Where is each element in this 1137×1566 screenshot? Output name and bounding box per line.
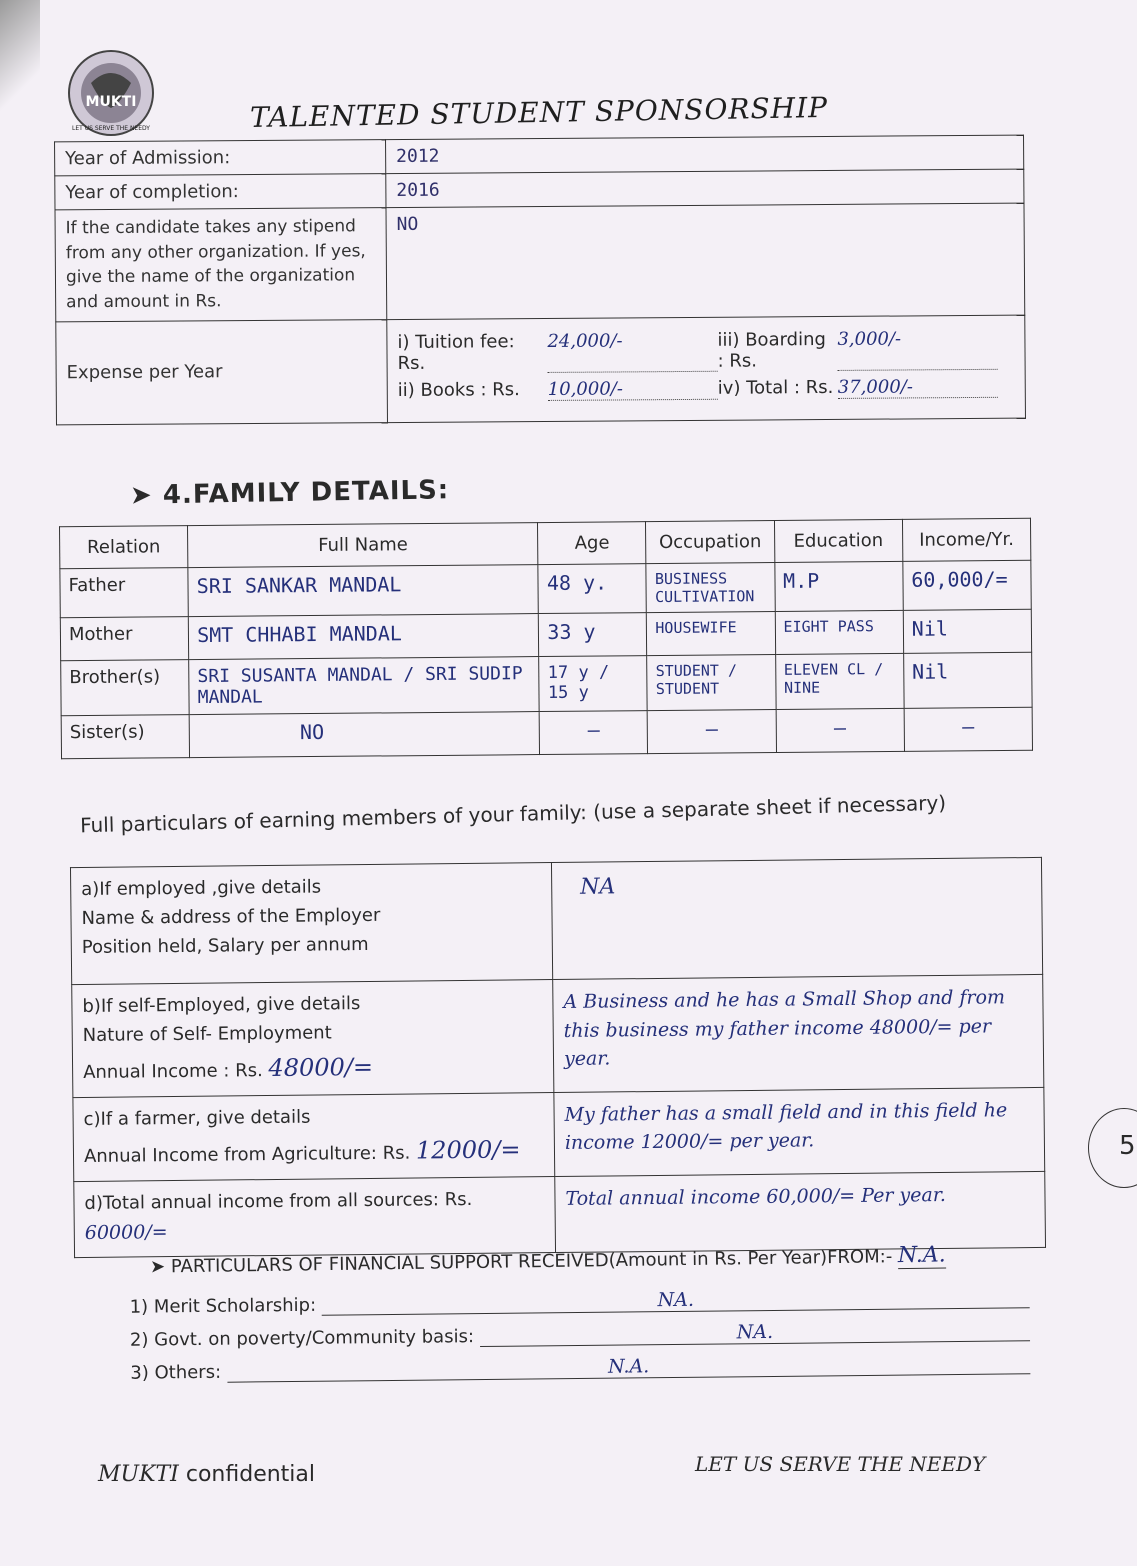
financial-heading-value: N.A. [897,1242,946,1269]
age-cell: 33 y [539,613,647,657]
relation-cell: Sister(s) [61,715,190,759]
employed-line-2: Name & address of the Employer [81,904,381,929]
education-cell: ELEVEN CL / NINE [775,653,904,709]
logo-text: MUKTI [85,94,137,110]
occupation-cell: STUDENT / STUDENT [647,655,776,711]
total-income-label: d)Total annual income from all sources: Rs. [84,1189,473,1215]
expense-grid [397,327,1014,401]
employed-line-1: a)If employed ,give details [81,876,322,900]
table-row [60,560,1031,617]
boarding-label: iii) Boarding : Rs. [717,328,826,372]
occupation-cell: HOUSEWIFE [647,612,776,656]
item-value: N.A. [227,1351,1030,1382]
col-age: Age [538,522,646,565]
mukti-logo [66,48,156,138]
arrow-bullet-icon: ➤ [129,480,154,511]
age-cell: 48 y. [538,564,646,614]
item-value: NA. [480,1318,1030,1347]
item-number: 2) [129,1329,149,1351]
stipend-label: If the candidate takes any stipend from any other organization. If yes, give the name of the organization and amount in Rs. [55,208,387,322]
scan-shadow [0,0,40,120]
footer-right: LET US SERVE THE NEEDY [695,1452,986,1476]
farmer-amount: 12000/= [415,1135,521,1165]
occupation-cell: BUSINESS CULTIVATION [646,563,775,613]
age-cell: 17 y / 15 y [539,656,647,712]
income-cell: — [904,707,1033,751]
financial-support-list [130,1285,1031,1393]
total-income-value: Total annual income 60,000/= Per year. [555,1172,1046,1253]
employed-value: NA [551,857,1042,979]
self-employed-value: A Business and he has a Small Shop and from this business my father income 48000/= per year. [553,974,1044,1092]
boarding-value: 3,000/- [837,327,997,370]
list-item [130,1318,1030,1350]
item-label: Others: [154,1361,222,1384]
admission-table [54,135,1026,425]
list-item [130,1351,1030,1383]
name-cell: SMT CHHABI MANDAL [188,614,539,660]
tuition-value: 24,000/- [547,329,717,372]
education-cell: — [776,708,905,752]
self-employed-line-2: Nature of Self- Employment [82,1022,332,1046]
name-cell: SRI SANKAR MANDAL [188,565,539,617]
item-label: Govt. on poverty/Community basis: [154,1326,475,1351]
employed-line-3: Position held, Salary per annum [81,933,369,958]
page-title: TALENTED STUDENT SPONSORSHIP [249,90,829,135]
year-admission-value: 2012 [386,135,1024,173]
item-number: 1) [129,1296,149,1318]
item-label: Merit Scholarship: [153,1294,317,1318]
farmer-value: My father has a small field and in this field he income 12000/= per year. [554,1087,1045,1176]
relation-cell: Brother(s) [61,660,190,716]
col-occupation: Occupation [646,521,775,564]
footer-left [98,1462,315,1487]
income-cell: 60,000/= [903,560,1032,610]
income-cell: Nil [903,652,1032,708]
total-label: iv) Total : Rs. [717,376,834,399]
books-label: ii) Books : Rs. [397,378,520,401]
earning-question: Full particulars of earning members of your family: (use a separate sheet if necessary) [79,790,947,838]
col-full-name: Full Name [188,523,539,568]
list-item [130,1285,1030,1317]
self-employed-amount: 48000/= [268,1052,374,1082]
table-row [61,707,1032,758]
col-relation: Relation [60,526,189,569]
books-value: 10,000/- [548,377,718,400]
year-completion-label: Year of completion: [55,174,386,210]
footer-brand: MUKTI [98,1462,179,1487]
age-cell: — [540,711,648,755]
item-value: NA. [322,1285,1030,1315]
farmer-line-1: c)If a farmer, give details [83,1106,311,1130]
financial-heading-text: PARTICULARS OF FINANCIAL SUPPORT RECEIVED(Amount in Rs. Per Year)FROM:- [170,1246,893,1278]
col-education: Education [774,519,903,562]
self-employed-line-1: b)If self-Employed, give details [82,993,361,1017]
stipend-value: NO [386,203,1025,319]
total-income-amount: 60000/= [84,1221,168,1244]
family-table [59,518,1033,759]
year-completion-value: 2016 [386,169,1024,207]
education-cell: EIGHT PASS [775,610,904,654]
relation-cell: Mother [60,617,189,661]
table-row [61,652,1032,715]
arrow-bullet-icon: ➤ [149,1256,166,1278]
income-cell: Nil [903,609,1032,653]
logo-motto: LET US SERVE THE NEEDY [72,125,150,132]
tuition-label: i) Tuition fee: Rs. [397,330,515,374]
page-mark-number: 5 [1119,1131,1136,1161]
year-admission-label: Year of Admission: [55,140,386,176]
family-title-text: 4.FAMILY DETAILS: [162,475,450,511]
footer-confidential: confidential [185,1462,316,1487]
page-mark-circle [1088,1108,1137,1188]
col-income: Income/Yr. [902,518,1031,561]
education-cell: M.P [774,561,903,611]
earning-table [70,857,1046,1258]
farmer-line-2: Annual Income from Agriculture: Rs. [83,1142,411,1167]
item-number: 3) [130,1362,149,1384]
total-value: 37,000/- [838,375,998,398]
expense-label: Expense per Year [56,319,388,424]
name-cell: SRI SUSANTA MANDAL / SRI SUDIP MANDAL [189,657,540,715]
occupation-cell: — [648,709,777,753]
self-employed-line-3: Annual Income : Rs. [83,1059,263,1083]
family-section-title [130,475,450,511]
relation-cell: Father [60,568,189,618]
name-cell: NO [189,712,540,758]
